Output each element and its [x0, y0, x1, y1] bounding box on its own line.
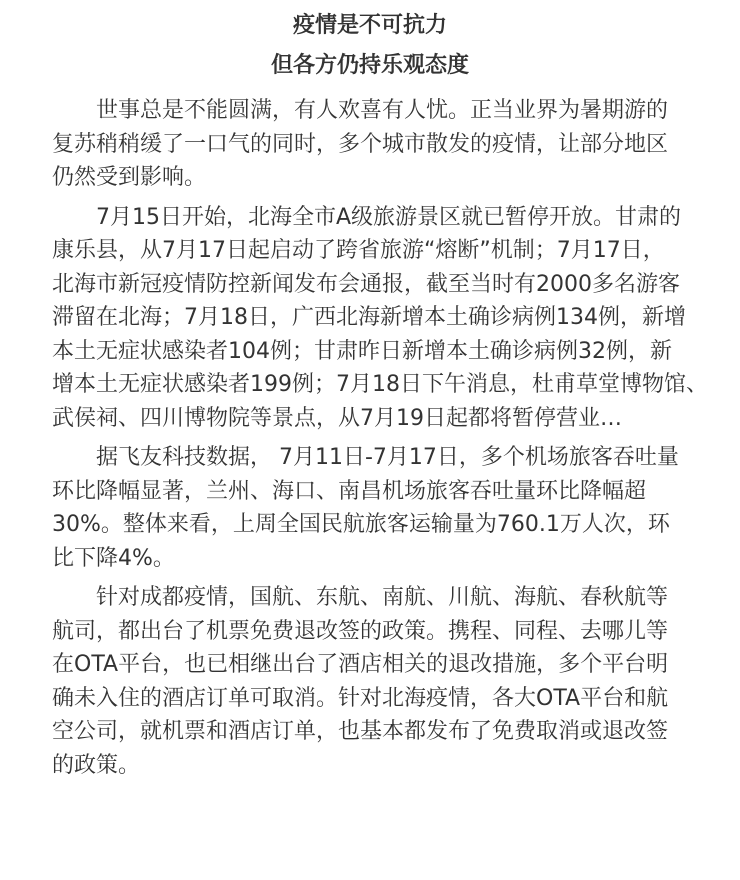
- paragraph-line: 确未入住的酒店订单可取消。针对北海疫情，各大OTA平台和航: [52, 685, 669, 711]
- paragraph-line: 本土无症状感染者104例；甘肃昨日新增本土确诊病例32例，新: [52, 338, 672, 364]
- paragraph-line: 空公司，就机票和酒店订单，也基本都发布了免费取消或退改签: [52, 719, 669, 744]
- paragraph-line: 7月15日开始，北海全市A级旅游景区就已暂停开放。甘肃的: [96, 204, 682, 230]
- paragraph-3: [52, 441, 688, 575]
- paragraph-line: 比下降4%。: [52, 545, 175, 571]
- paragraph-line: 滞留在北海；7月18日，广西北海新增本土确诊病例134例，新增: [52, 305, 686, 330]
- paragraph-line: 北海市新冠疫情防控新闻发布会通报，截至当时有2000多名游客: [52, 271, 680, 297]
- paragraph-line: 增本土无症状感染者199例；7月18日下午消息，杜甫草堂博物馆、: [52, 372, 708, 397]
- paragraph-line: 世事总是不能圆满，有人欢喜有人忧。正当业界为暑期游的: [96, 98, 669, 123]
- article-title-line-2: 但各方仍持乐观态度: [270, 53, 469, 78]
- paragraph-line: 复苏稍稍缓了一口气的同时，多个城市散发的疫情，让部分地区: [52, 131, 669, 157]
- paragraph-4: [52, 581, 688, 782]
- paragraph-2: [52, 201, 708, 436]
- paragraph-line: 据飞友科技数据， 7月11日-7月17日，多个机场旅客吞吐量: [96, 445, 679, 470]
- paragraph-line: 武侯祠、四川博物院等景点，从7月19日起都将暂停营业…: [52, 405, 622, 431]
- paragraph-1: [52, 94, 688, 195]
- paragraph-line: 康乐县，从7月17日起启动了跨省旅游“熔断”机制；7月17日，: [52, 238, 665, 263]
- paragraph-line: 环比降幅显著，兰州、海口、南昌机场旅客吞吐量环比降幅超: [52, 478, 647, 504]
- paragraph-line: 30%。整体来看，上周全国民航旅客运输量为760.1万人次，环: [52, 512, 670, 537]
- paragraph-line: 在OTA平台，也已相继出台了酒店相关的退改措施，多个平台明: [52, 652, 669, 677]
- paragraph-line: 仍然受到影响。: [52, 165, 207, 190]
- paragraph-line: 的政策。: [52, 752, 141, 778]
- paragraph-line: 针对成都疫情，国航、东航、南航、川航、海航、春秋航等: [96, 585, 669, 610]
- article-title-line-1: 疫情是不可抗力: [292, 13, 447, 38]
- paragraph-line: 航司，都出台了机票免费退改签的政策。携程、同程、去哪儿等: [52, 618, 669, 644]
